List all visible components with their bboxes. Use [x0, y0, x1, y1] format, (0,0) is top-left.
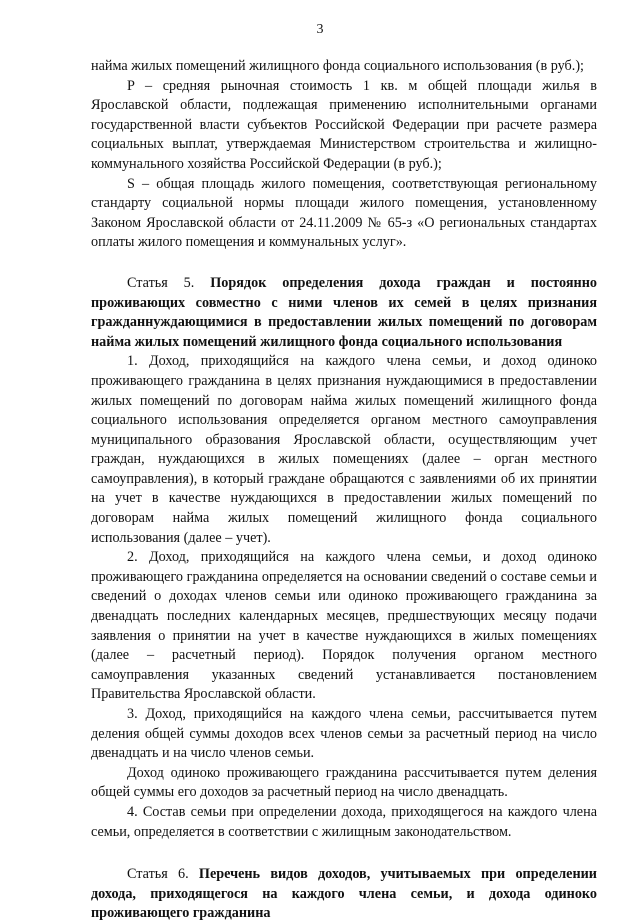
article-6-label: Статья 6.: [127, 866, 199, 883]
article-5-title: [91, 274, 597, 352]
paragraph-s-definition: S – общая площадь жилого помещения, соответствующая региональному стандарту социальной нормы площади жилого помещения, установленному Законом Ярославской области от 24.11.2009 № 65-з «О региональных стандартах оплаты жилого помещения и коммунальных услуг».: [91, 175, 597, 251]
paragraph-p-definition: P – средняя рыночная стоимость 1 кв. м общей площади жилья в Ярославской области, подлежащая применению исполнительными органами государственной власти субъектов Российской Федерации при расчете размера социальных выплат, утверждаемая Министерством строительства и жилищно-коммунального хозяйства Российской Федерации (в руб.);: [91, 77, 597, 172]
article-5-paragraph-3-single: Доход одиноко проживающего гражданина рассчитывается путем деления общей суммы его доходов за расчетный период на число двенадцать.: [91, 764, 597, 801]
page-number: 3: [316, 22, 324, 37]
section-spacer: [91, 253, 597, 274]
paragraph-continuation: найма жилых помещений жилищного фонда социального использования (в руб.);: [91, 58, 584, 74]
article-5-paragraph-3: 3. Доход, приходящийся на каждого члена семьи, рассчитывается путем деления общей суммы доходов всех членов семьи за расчетный период на число двенадцать и на число членов семьи.: [91, 706, 597, 762]
article-5-label: Статья 5.: [127, 274, 211, 291]
section-spacer: [91, 842, 597, 865]
article-5-paragraph-1: 1. Доход, приходящийся на каждого члена семьи, и доход одиноко проживающего гражданина в целях признания нуждающимися в предоставлении жилых помещений по договорам найма жилых помещений жилищного фонда социального использования определяется органом местного самоуправления муниципального образования Ярославской области, осуществляющим учет граждан, нуждающихся в жилых помещениях (далее – орган местного самоуправления), в который граждане обращаются с заявлениями об их принятии на учет в качестве нуждающихся в предоставлении жилых помещений по договорам найма жилых помещений жилищного фонда социального использования (далее – учет).: [91, 353, 597, 546]
article-6-heading: Перечень видов доходов, учитываемых при определении дохода, приходящегося на каждого члена семьи, и дохода одиноко проживающего гражданина: [91, 866, 597, 922]
article-5-paragraph-2: 2. Доход, приходящийся на каждого члена семьи, и доход одиноко проживающего гражданина определяется на основании сведений о составе семьи и сведений о доходах членов семьи или одиноко проживающего гражданина за двенадцать последних календарных месяцев, предшествующих месяцу подачи заявления о принятии на учет в качестве нуждающихся в жилых помещениях (далее – расчетный период). Порядок получения органом местного самоуправления указанных сведений устанавливается постановлением Правительства Ярославской области.: [91, 549, 597, 703]
article-5-heading: Порядок определения дохода граждан и постоянно проживающих совместно с ними членов их семей в целях признания гражданнуждающимися в предоставлении жилых помещений по договорам найма жилых помещений жилищного фонда социального использования: [91, 274, 597, 350]
article-5-paragraph-4: 4. Состав семьи при определении дохода, приходящегося на каждого члена семьи, определяется в соответствии с жилищным законодательством.: [91, 803, 597, 840]
article-6-title: [91, 865, 597, 924]
document-body: [91, 57, 597, 924]
